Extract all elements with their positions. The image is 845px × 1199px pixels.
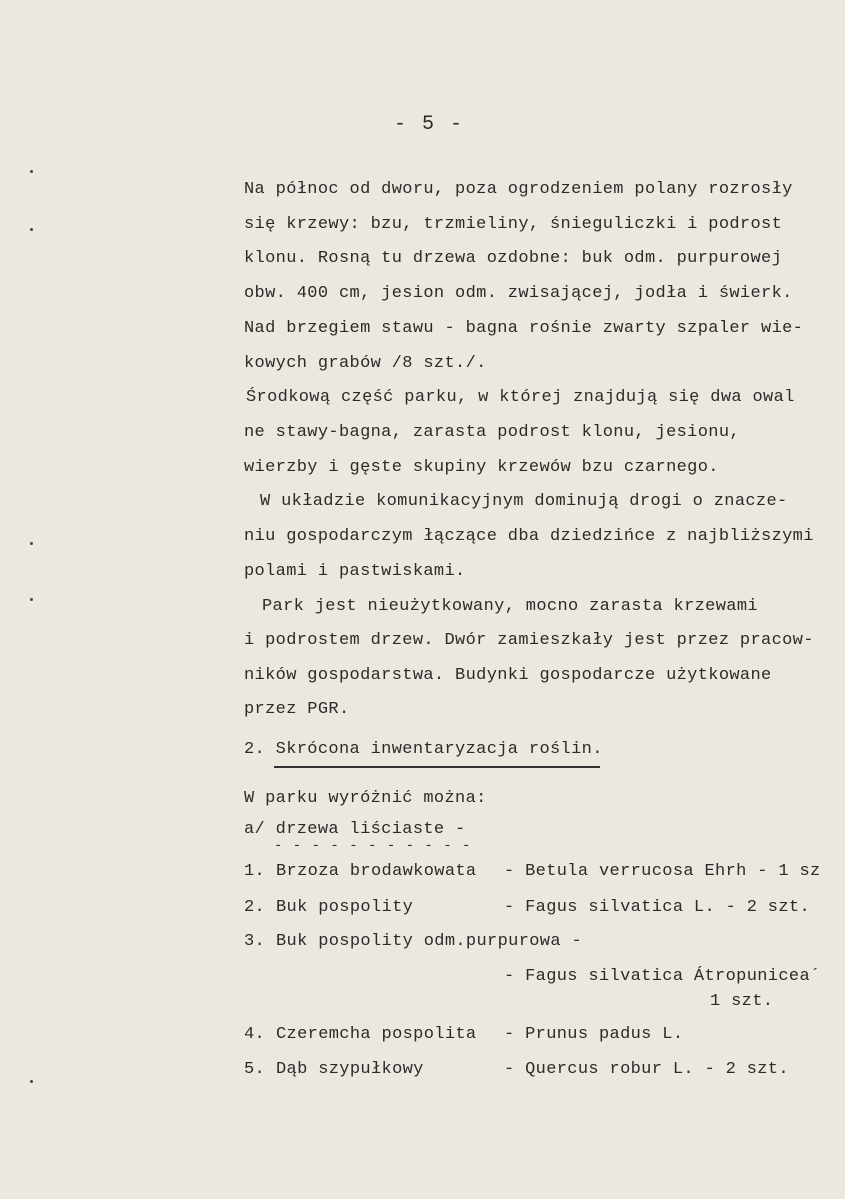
species-name: Brzoza brodawkowata [276, 862, 477, 881]
text-line: Na północ od dworu, poza ogrodzeniem polany rozrosły [244, 180, 793, 199]
species-latin: - Quercus robur L. - 2 szt. [504, 1060, 789, 1079]
species-number: 1. [244, 862, 266, 881]
text-line: się krzewy: bzu, trzmieliny, śnieguliczki i podrost [244, 215, 783, 234]
text-line: ników gospodarstwa. Budynki gospodarcze użytkowane [244, 666, 772, 685]
text-line: ne stawy-bagna, zarasta podrost klonu, jesionu, [244, 423, 740, 442]
text-line: klonu. Rosną tu drzewa ozdobne: buk odm. purpurowej [244, 249, 783, 268]
margin-dot [30, 598, 33, 601]
species-number: 5. [244, 1060, 266, 1079]
species-latin: - Fagus silvatica Átropunicea´ [504, 967, 821, 986]
heading-underline [274, 766, 600, 768]
species-name: Czeremcha pospolita [276, 1025, 477, 1044]
species-latin: - Betula verrucosa Ehrh - 1 sz [504, 862, 821, 881]
text-line: wierzby i gęste skupiny krzewów bzu czarnego. [244, 458, 719, 477]
species-number: 3. [244, 932, 266, 951]
text-line: polami i pastwiskami. [244, 562, 466, 581]
subheading-dash-underline: - - - - - - - - - - - [274, 838, 472, 854]
text-line: W układzie komunikacyjnym dominują drogi o znacze- [260, 492, 788, 511]
page-number: - 5 - [394, 113, 465, 136]
species-latin: - Fagus silvatica L. - 2 szt. [504, 898, 810, 917]
margin-dot [30, 228, 33, 231]
species-latin: - Prunus padus L. [504, 1025, 684, 1044]
text-line: Park jest nieużytkowany, mocno zarasta krzewami [262, 597, 758, 616]
species-name: Buk pospolity [276, 898, 414, 917]
text-line: Nad brzegiem stawu - bagna rośnie zwarty szpaler wie- [244, 319, 804, 338]
subheading: a/ drzewa liściaste - [244, 820, 466, 839]
species-count: 1 szt. [710, 992, 774, 1011]
margin-dot [30, 170, 33, 173]
margin-dot [30, 1080, 33, 1083]
species-number: 2. [244, 898, 266, 917]
text-line: i podrostem drzew. Dwór zamieszkały jest przez pracow- [244, 631, 814, 650]
species-name: Dąb szypułkowy [276, 1060, 424, 1079]
species-name: Buk pospolity odm.purpurowa - [276, 932, 582, 951]
section-intro: W parku wyróżnić można: [244, 789, 487, 808]
text-line: przez PGR. [244, 700, 350, 719]
species-number: 4. [244, 1025, 266, 1044]
text-line: niu gospodarczym łączące dba dziedzińce z najbliższymi [244, 527, 814, 546]
text-line: obw. 400 cm, jesion odm. zwisającej, jodła i świerk. [244, 284, 793, 303]
margin-dot [30, 542, 33, 545]
section-heading: 2. Skrócona inwentaryzacja roślin. [244, 740, 603, 759]
text-line: kowych grabów /8 szt./. [244, 354, 487, 373]
text-line: Środkową część parku, w której znajdują się dwa owal [246, 388, 795, 407]
